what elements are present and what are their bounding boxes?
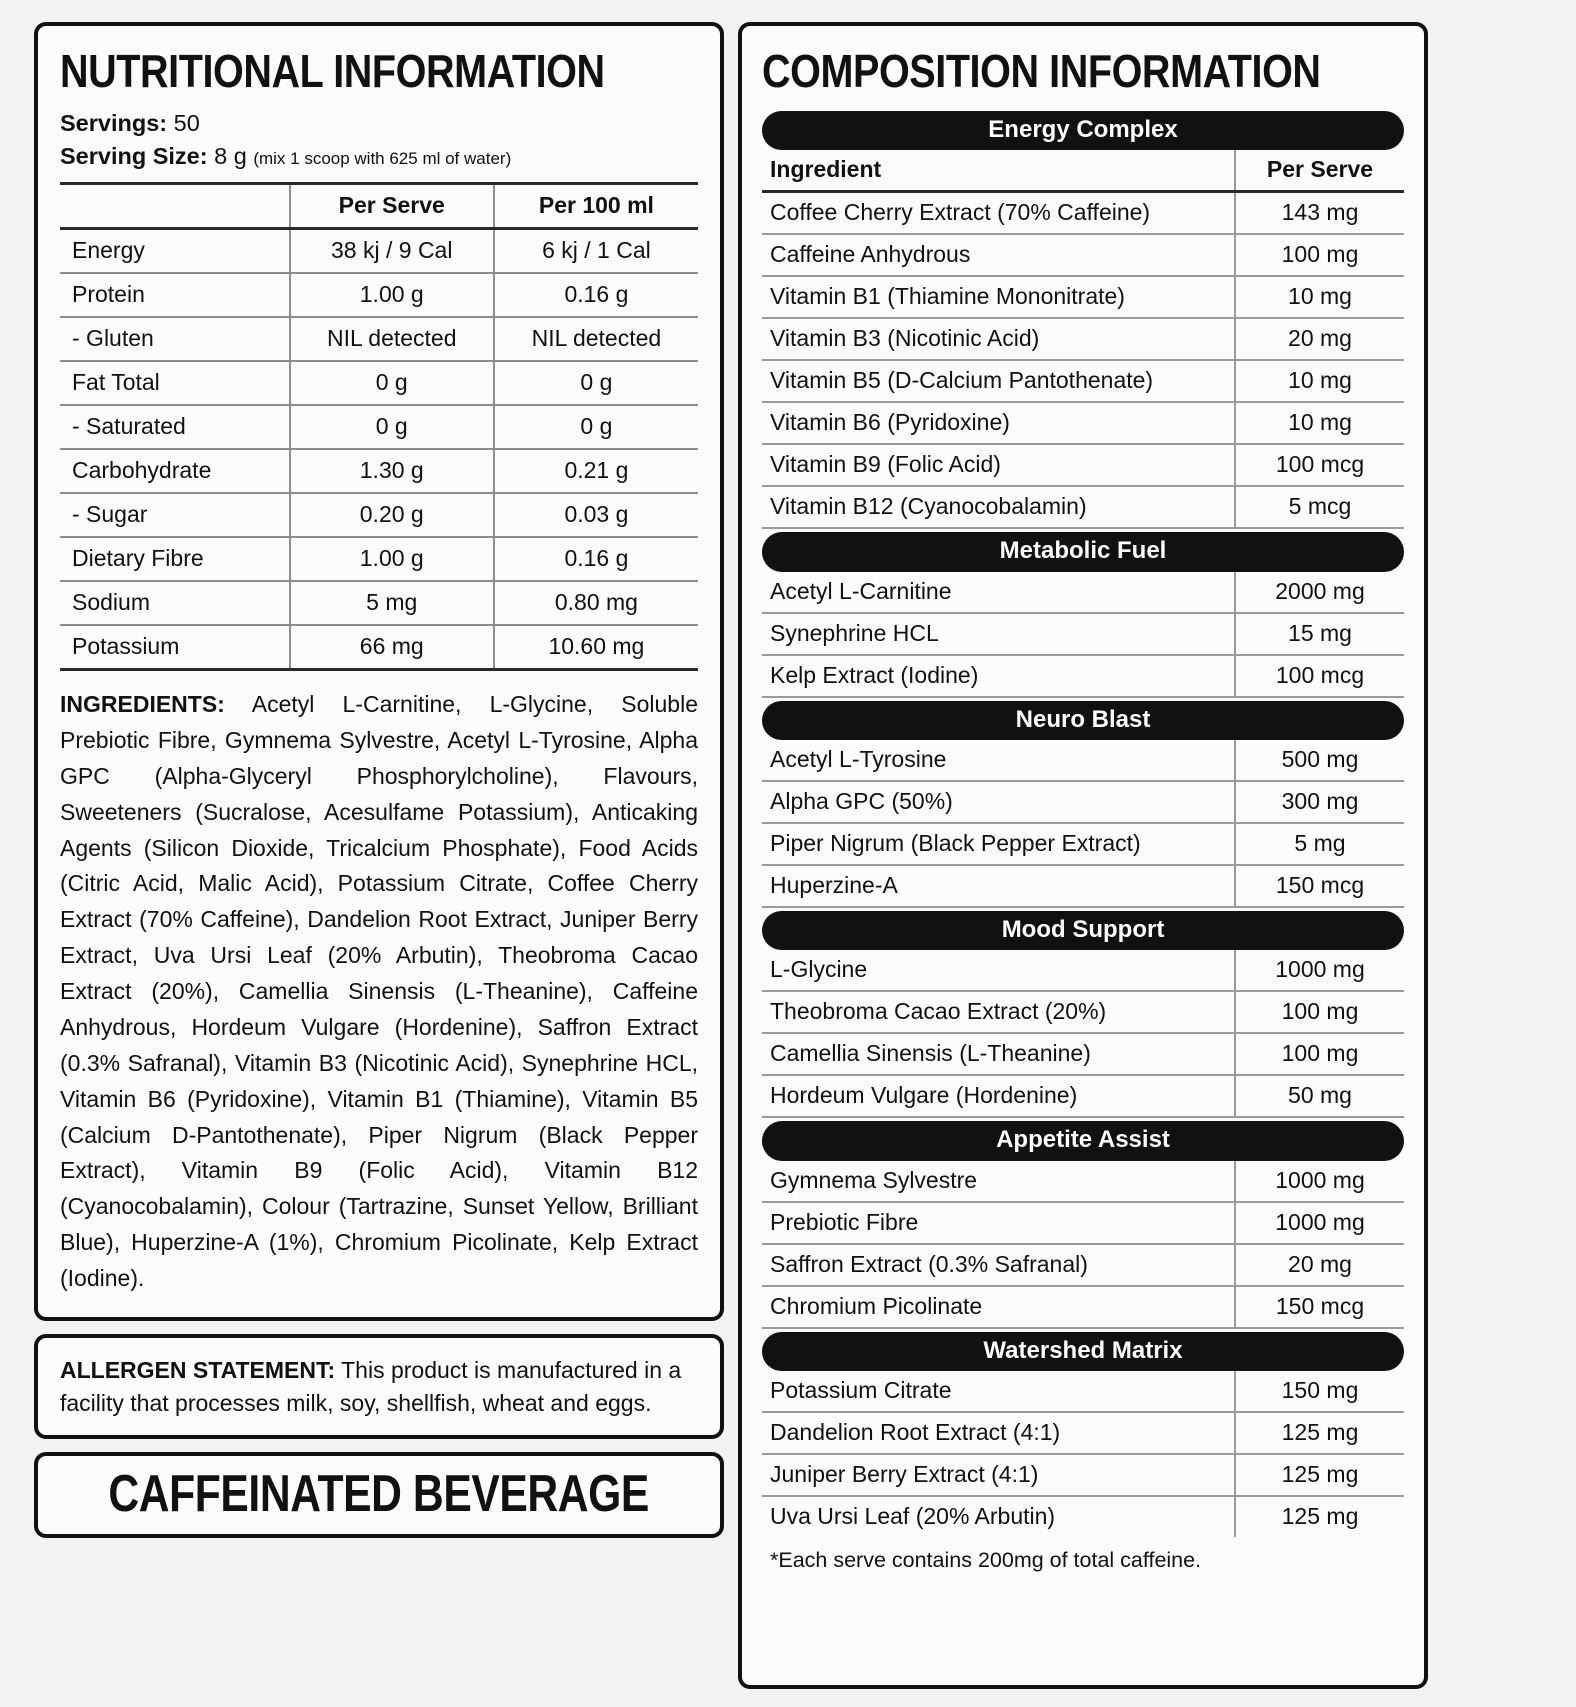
composition-row-ingredient: Coffee Cherry Extract (70% Caffeine) [762,193,1236,233]
composition-row-ingredient: Acetyl L-Carnitine [762,572,1236,612]
composition-row-per-serve: 100 mg [1281,1040,1359,1067]
allergen-label: ALLERGEN STATEMENT: [60,1356,336,1383]
composition-row-per-serve: 143 mg [1281,199,1359,226]
allergen-text: This product is manufactured in a facility that processes milk, soy, shellfish, wheat and eggs. [60,1356,682,1416]
table-row [762,614,1404,656]
nutrition-table-body [60,229,698,670]
composition-row-per-serve: 50 mg [1288,1082,1352,1109]
table-row [60,449,698,493]
composition-row-ingredient: Theobroma Cacao Extract (20%) [762,992,1236,1032]
table-row [60,581,698,625]
serving-size-line [60,141,698,172]
composition-section-header: Mood Support [762,911,1404,950]
composition-row-ingredient: L-Glycine [762,950,1236,990]
allergen-statement [60,1354,700,1419]
ingredients-text: Acetyl L-Carnitine, L-Glycine, Soluble Prebiotic Fibre, Gymnema Sylvestre, Acetyl L-Tyrosine, Alpha GPC (Alpha-Glyceryl Phosphorylcholine), Flavours, Sweeteners (Sucralose, Acesulfame Potassium), Anticaking Agents (Silicon Dioxide, Tricalcium Phosphate), Food Acids (Citric Acid, Malic Acid), Potassium Citrate, Coffee Cherry Extract (70% Caffeine), Dandelion Root Extract, Juniper Berry Extract, Uva Ursi Leaf (20% Arbutin), Theobroma Cacao Extract (20%), Camellia Sinensis (L-Theanine), Caffeine Anhydrous, Hordeum Vulgare (Hordenine), Saffron Extract (0.3% Safranal), Vitamin B3 (Nicotinic Acid), Synephrine HCL, Vitamin B6 (Pyridoxine), Vitamin B1 (Thiamine), Vitamin B5 (Calcium D-Pantothenate), Piper Nigrum (Black Pepper Extract), Vitamin B9 (Folic Acid), Vitamin B12 (Cyanocobalamin), Colour (Tartrazine, Sunset Yellow, Brilliant Blue), Huperzine-A (1%), Chromium Picolinate, Kelp Extract (Iodine). [60,691,698,1292]
nutrition-row-per-100ml: NIL detected [494,317,698,361]
composition-row-per-serve: 125 mg [1281,1418,1359,1445]
nutrition-row-per-serve: 66 mg [290,625,494,670]
nutrition-row-per-serve: NIL detected [290,317,494,361]
composition-row-per-serve: 300 mg [1281,787,1359,814]
table-row [762,992,1404,1034]
nutrition-row-label: Energy [60,229,290,274]
nutrition-table [60,182,698,671]
table-row [762,403,1404,445]
table-row [762,1203,1404,1245]
nutrition-row-per-serve: 0.20 g [290,493,494,537]
table-row [60,273,698,317]
composition-row-per-serve: 1000 mg [1275,1208,1365,1235]
composition-row-ingredient: Camellia Sinensis (L-Theanine) [762,1034,1236,1074]
table-row [762,950,1404,992]
composition-row-per-serve: 100 mg [1281,998,1359,1025]
composition-row-per-serve: 15 mg [1288,619,1352,646]
table-row [762,235,1404,277]
composition-section-header: Energy Complex [762,111,1404,150]
nutritional-information-panel [34,22,724,1321]
page-title: NUTRITIONAL INFORMATION [60,45,605,97]
composition-row-per-serve: 20 mg [1288,325,1352,352]
composition-row-ingredient: Uva Ursi Leaf (20% Arbutin) [762,1497,1236,1537]
composition-row-ingredient: Vitamin B3 (Nicotinic Acid) [762,319,1236,359]
left-column [34,22,724,1689]
composition-row-ingredient: Piper Nigrum (Black Pepper Extract) [762,824,1236,864]
table-row [60,361,698,405]
table-row [762,572,1404,614]
composition-row-ingredient: Dandelion Root Extract (4:1) [762,1413,1236,1453]
nutrition-row-per-100ml: 0.21 g [494,449,698,493]
composition-section-header: Watershed Matrix [762,1332,1404,1371]
allergen-statement-panel [34,1334,724,1439]
serving-size-label: Serving Size: [60,143,208,170]
composition-information-panel [738,22,1428,1689]
table-row [762,487,1404,529]
nutrition-row-label: - Saturated [60,405,290,449]
nutrition-row-per-serve: 5 mg [290,581,494,625]
nutrition-row-per-serve: 1.00 g [290,537,494,581]
composition-row-per-serve: 20 mg [1288,1250,1352,1277]
nutrition-row-label: Protein [60,273,290,317]
nutrition-row-per-serve: 0 g [290,405,494,449]
composition-section-header: Appetite Assist [762,1121,1404,1160]
table-row [60,405,698,449]
composition-col-ingredient: Ingredient [762,150,1236,190]
table-row [762,740,1404,782]
composition-row-ingredient: Kelp Extract (Iodine) [762,656,1236,696]
nutrition-row-label: Dietary Fibre [60,537,290,581]
composition-header-row [762,150,1404,193]
caffeinated-beverage-panel [34,1452,724,1538]
table-row [60,537,698,581]
composition-section-header: Metabolic Fuel [762,532,1404,571]
composition-row-ingredient: Gymnema Sylvestre [762,1161,1236,1201]
nutrition-row-per-100ml: 0 g [494,405,698,449]
table-row [762,1034,1404,1076]
caffeinated-beverage-banner: CAFFEINATED BEVERAGE [108,1465,650,1524]
composition-row-per-serve: 500 mg [1281,745,1359,772]
right-column [738,22,1428,1689]
composition-row-ingredient: Potassium Citrate [762,1371,1236,1411]
composition-row-ingredient: Acetyl L-Tyrosine [762,740,1236,780]
nutrition-col-per-serve: Per Serve [290,184,494,229]
composition-col-per-serve: Per Serve [1266,156,1374,183]
composition-row-per-serve: 125 mg [1281,1460,1359,1487]
table-row [762,1161,1404,1203]
composition-row-per-serve: 100 mg [1281,241,1359,268]
nutrition-col-per-100ml: Per 100 ml [494,184,698,229]
composition-row-ingredient: Vitamin B6 (Pyridoxine) [762,403,1236,443]
table-row [762,193,1404,235]
composition-row-ingredient: Vitamin B1 (Thiamine Mononitrate) [762,277,1236,317]
nutrition-row-label: Sodium [60,581,290,625]
composition-row-per-serve: 150 mcg [1275,1292,1365,1319]
composition-row-ingredient: Synephrine HCL [762,614,1236,654]
table-row [762,866,1404,908]
nutrition-row-per-100ml: 6 kj / 1 Cal [494,229,698,274]
composition-row-ingredient: Huperzine-A [762,866,1236,906]
servings-label: Servings: [60,110,168,136]
table-row [762,1497,1404,1537]
table-row [762,1245,1404,1287]
table-row [60,493,698,537]
ingredients-label: INGREDIENTS: [60,691,225,718]
table-row [60,625,698,670]
composition-section-header: Neuro Blast [762,701,1404,740]
composition-row-per-serve: 10 mg [1288,367,1352,394]
nutrition-col-blank [60,184,290,229]
ingredients-paragraph [60,687,698,1297]
composition-row-per-serve: 5 mcg [1288,493,1352,520]
serving-size-value: 8 g [214,143,247,170]
composition-row-ingredient: Prebiotic Fibre [762,1203,1236,1243]
servings-line [60,108,698,139]
table-row [762,445,1404,487]
composition-row-ingredient: Chromium Picolinate [762,1287,1236,1327]
composition-row-per-serve: 2000 mg [1275,577,1365,604]
composition-row-ingredient: Vitamin B9 (Folic Acid) [762,445,1236,485]
nutrition-header-row [60,184,698,229]
table-row [762,319,1404,361]
nutrition-row-label: - Sugar [60,493,290,537]
table-row [762,361,1404,403]
composition-row-per-serve: 100 mcg [1275,661,1365,688]
table-row [60,229,698,274]
table-row [762,1287,1404,1329]
nutrition-row-label: Potassium [60,625,290,670]
composition-row-per-serve: 150 mcg [1275,871,1365,898]
nutrition-table-head [60,184,698,229]
composition-row-per-serve: 100 mcg [1275,451,1365,478]
composition-row-ingredient: Caffeine Anhydrous [762,235,1236,275]
nutrition-row-per-100ml: 0.80 mg [494,581,698,625]
composition-title: COMPOSITION INFORMATION [762,45,1321,97]
nutrition-row-per-100ml: 0 g [494,361,698,405]
nutrition-row-per-serve: 1.00 g [290,273,494,317]
table-row [762,1413,1404,1455]
composition-row-per-serve: 1000 mg [1275,956,1365,983]
composition-row-per-serve: 1000 mg [1275,1166,1365,1193]
nutrition-row-per-serve: 0 g [290,361,494,405]
composition-row-per-serve: 10 mg [1288,409,1352,436]
composition-row-ingredient: Saffron Extract (0.3% Safranal) [762,1245,1236,1285]
table-row [762,1455,1404,1497]
nutrition-row-per-serve: 1.30 g [290,449,494,493]
table-row [762,277,1404,319]
table-row [762,782,1404,824]
composition-row-ingredient: Alpha GPC (50%) [762,782,1236,822]
table-row [762,656,1404,698]
composition-table [762,108,1404,1537]
composition-row-per-serve: 150 mg [1281,1376,1359,1403]
nutrition-row-per-100ml: 0.16 g [494,273,698,317]
table-row [60,317,698,361]
nutrition-row-per-100ml: 0.03 g [494,493,698,537]
caffeine-footnote: *Each serve contains 200mg of total caffeine. [770,1547,1202,1572]
nutrition-row-label: Carbohydrate [60,449,290,493]
nutrition-row-per-100ml: 10.60 mg [494,625,698,670]
composition-row-ingredient: Juniper Berry Extract (4:1) [762,1455,1236,1495]
nutrition-row-per-serve: 38 kj / 9 Cal [290,229,494,274]
nutrition-row-label: Fat Total [60,361,290,405]
nutrition-row-label: - Gluten [60,317,290,361]
composition-row-per-serve: 125 mg [1281,1502,1359,1529]
composition-row-ingredient: Vitamin B5 (D-Calcium Pantothenate) [762,361,1236,401]
composition-row-per-serve: 5 mg [1294,829,1346,856]
table-row [762,1371,1404,1413]
composition-row-ingredient: Hordeum Vulgare (Hordenine) [762,1076,1236,1116]
composition-row-per-serve: 10 mg [1288,283,1352,310]
table-row [762,1076,1404,1118]
nutrition-row-per-100ml: 0.16 g [494,537,698,581]
composition-row-ingredient: Vitamin B12 (Cyanocobalamin) [762,487,1236,527]
servings-value: 50 [173,110,200,136]
serving-size-note: (mix 1 scoop with 625 ml of water) [253,149,512,169]
table-row [762,824,1404,866]
